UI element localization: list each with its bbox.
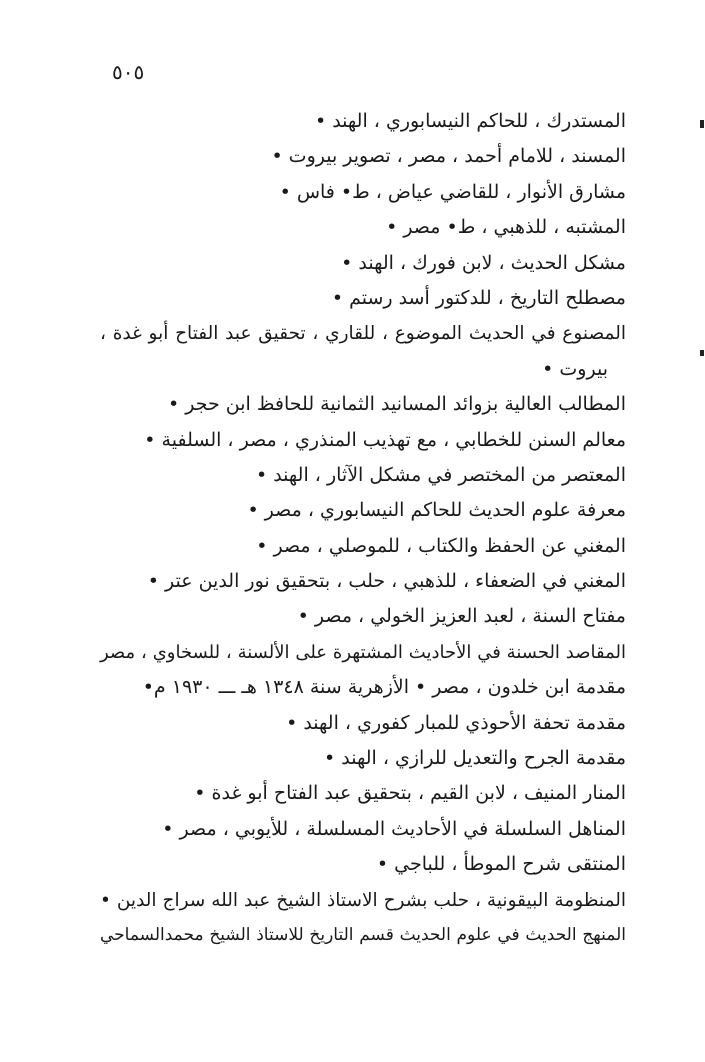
bibliography-entry: معالم السنن للخطابي ، مع تهذيب المنذري ، مصر ، السلفية • [144,428,626,451]
bibliography-entry: المطالب العالية بزوائد المسانيد الثمانية للحافظ ابن حجر • [168,393,626,416]
bibliography-entry: المشتبه ، للذهبي ، ط• مصر • [386,216,626,239]
bibliography-entry: المنهج الحديث في علوم الحديث قسم التاريخ للاستاذ الشيخ محمدالسماحي [100,924,626,945]
bibliography-entry: مقدمة تحفة الأحوذي للمبار كفوري ، الهند • [286,711,626,734]
bibliography-entry: مشكل الحديث ، لابن فورك ، الهند • [341,251,626,274]
bibliography-entry: المصنوع في الحديث الموضوع ، للقاري ، تحقيق عبد الفتاح أبو غدة ، [100,323,626,345]
bibliography-entry: المنتقى شرح الموطأ ، للباجي • [376,853,626,876]
bibliography-list [100,104,626,953]
bibliography-entry: مقدمة ابن خلدون ، مصر • الأزهرية سنة ١٣٤٨ هـ ـــ ١٩٣٠ م• [142,676,626,699]
bibliography-entry: المناهل السلسلة في الأحاديث المسلسلة ، للأيوبي ، مصر • [162,817,626,840]
bibliography-entry: المسند ، للامام أحمد ، مصر ، تصوير بيروت • [271,145,626,168]
bibliography-entry: المنار المنيف ، لابن القيم ، بتحقيق عبد الفتاح أبو غدة • [194,782,626,805]
bibliography-entry: معرفة علوم الحديث للحاكم النيسابوري ، مصر • [247,499,626,522]
bibliography-entry: المغني عن الحفظ والكتاب ، للموصلي ، مصر • [256,534,626,557]
bibliography-entry: المستدرك ، للحاكم النيسابوري ، الهند • [314,110,626,132]
bibliography-entry: مشارق الأنوار ، للقاضي عياض ، ط• فاس • [279,180,626,203]
bibliography-entry: مصطلح التاريخ ، للدكتور أسد رستم • [331,286,626,309]
bibliography-entry: مقدمة الجرح والتعديل للرازي ، الهند • [324,747,626,770]
bibliography-entry: المنظومة البيقونية ، حلب بشرح الاستاذ الشيخ عبد الله سراج الدين • [100,889,626,911]
scan-edge-mark [700,120,704,128]
bibliography-entry: المعتصر من المختصر في مشكل الآثار ، الهند • [255,463,626,486]
scan-edge-mark [700,350,704,356]
bibliography-entry: المغني في الضعفاء ، للذهبي ، حلب ، بتحقيق نور الدين عتر • [147,570,626,593]
bibliography-entry: مفتاح السنة ، لعبد العزيز الخولي ، مصر • [297,605,626,628]
bibliography-entry-continuation: بيروت • [542,357,608,380]
bibliography-entry: المقاصد الحسنة في الأحاديث المشتهرة على الألسنة ، للسخاوي ، مصر [100,641,626,663]
page-number: ٥٠٥ [112,60,145,84]
